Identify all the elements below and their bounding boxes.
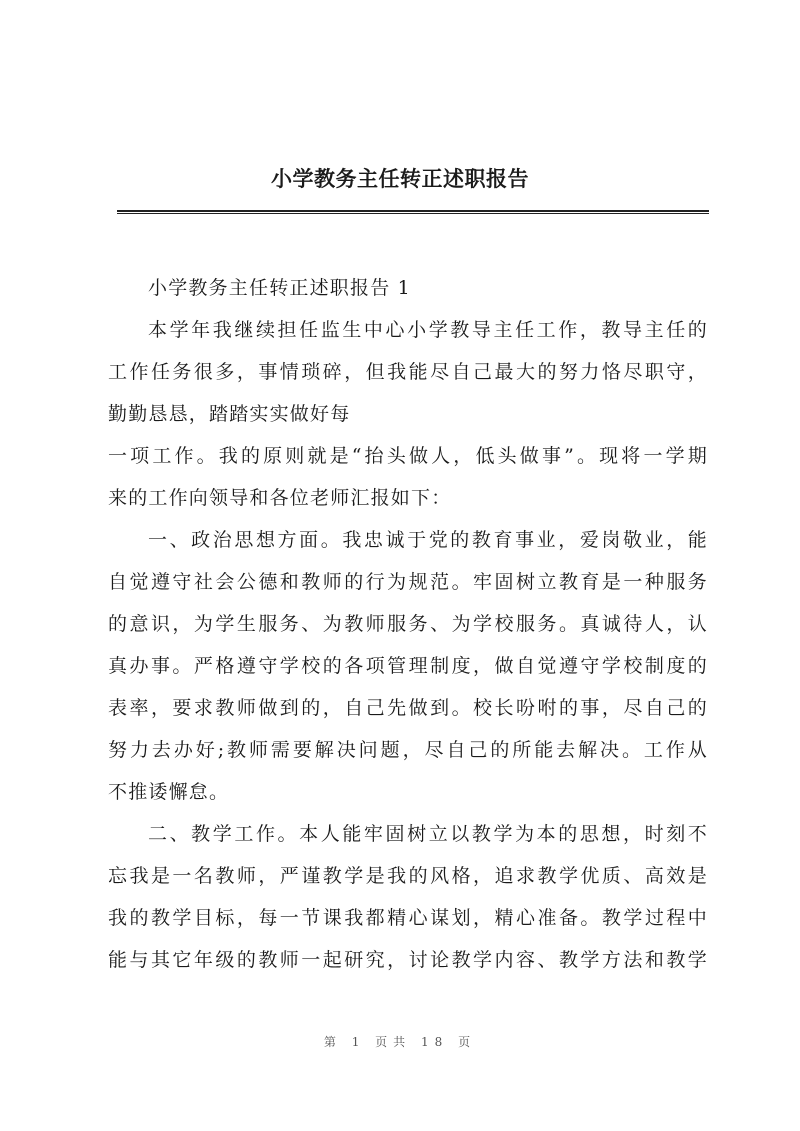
body-line: 二、教学工作。本人能牢固树立以教学为本的思想，时刻不 bbox=[148, 823, 708, 845]
body-line: 小学教务主任转正述职报告 1 bbox=[148, 277, 411, 299]
body-line: 自觉遵守社会公德和教师的行为规范。牢固树立教育是一种服务 bbox=[108, 571, 708, 593]
body-line: 努力去办好;教师需要解决问题，尽自己的所能去解决。工作从 bbox=[108, 739, 708, 761]
body-line: 真办事。严格遵守学校的各项管理制度，做自觉遵守学校制度的 bbox=[108, 655, 708, 677]
body-line: 我的教学目标，每一节课我都精心谋划，精心准备。教学过程中 bbox=[108, 907, 708, 929]
document-body bbox=[108, 267, 708, 981]
body-line: 的意识，为学生服务、为教师服务、为学校服务。真诚待人，认 bbox=[108, 613, 708, 635]
body-line: 忘我是一名教师，严谨教学是我的风格，追求教学优质、高效是 bbox=[108, 865, 708, 887]
title-divider bbox=[117, 210, 709, 214]
body-line: 本学年我继续担任监生中心小学教导主任工作，教导主任的 bbox=[148, 319, 708, 341]
body-line: 能与其它年级的教师一起研究，讨论教学内容、教学方法和教学 bbox=[108, 949, 708, 971]
body-line: 工作任务很多，事情琐碎，但我能尽自己最大的努力恪尽职守， bbox=[108, 361, 708, 383]
page-footer: 第 1 页共 18 页 bbox=[323, 1035, 477, 1049]
document-title: 小学教务主任转正述职报告 bbox=[271, 166, 529, 191]
body-line: 不推诿懈怠。 bbox=[108, 781, 230, 803]
body-line: 来的工作向领导和各位老师汇报如下： bbox=[108, 487, 452, 509]
body-line: 一、政治思想方面。我忠诚于党的教育事业，爱岗敬业，能 bbox=[148, 529, 708, 551]
body-line: 勤勤恳恳，踏踏实实做好每 bbox=[108, 403, 351, 425]
body-line: 一项工作。我的原则就是“抬头做人，低头做事”。现将一学期 bbox=[108, 445, 708, 467]
body-line: 表率，要求教师做到的，自己先做到。校长吩咐的事，尽自己的 bbox=[108, 697, 708, 719]
